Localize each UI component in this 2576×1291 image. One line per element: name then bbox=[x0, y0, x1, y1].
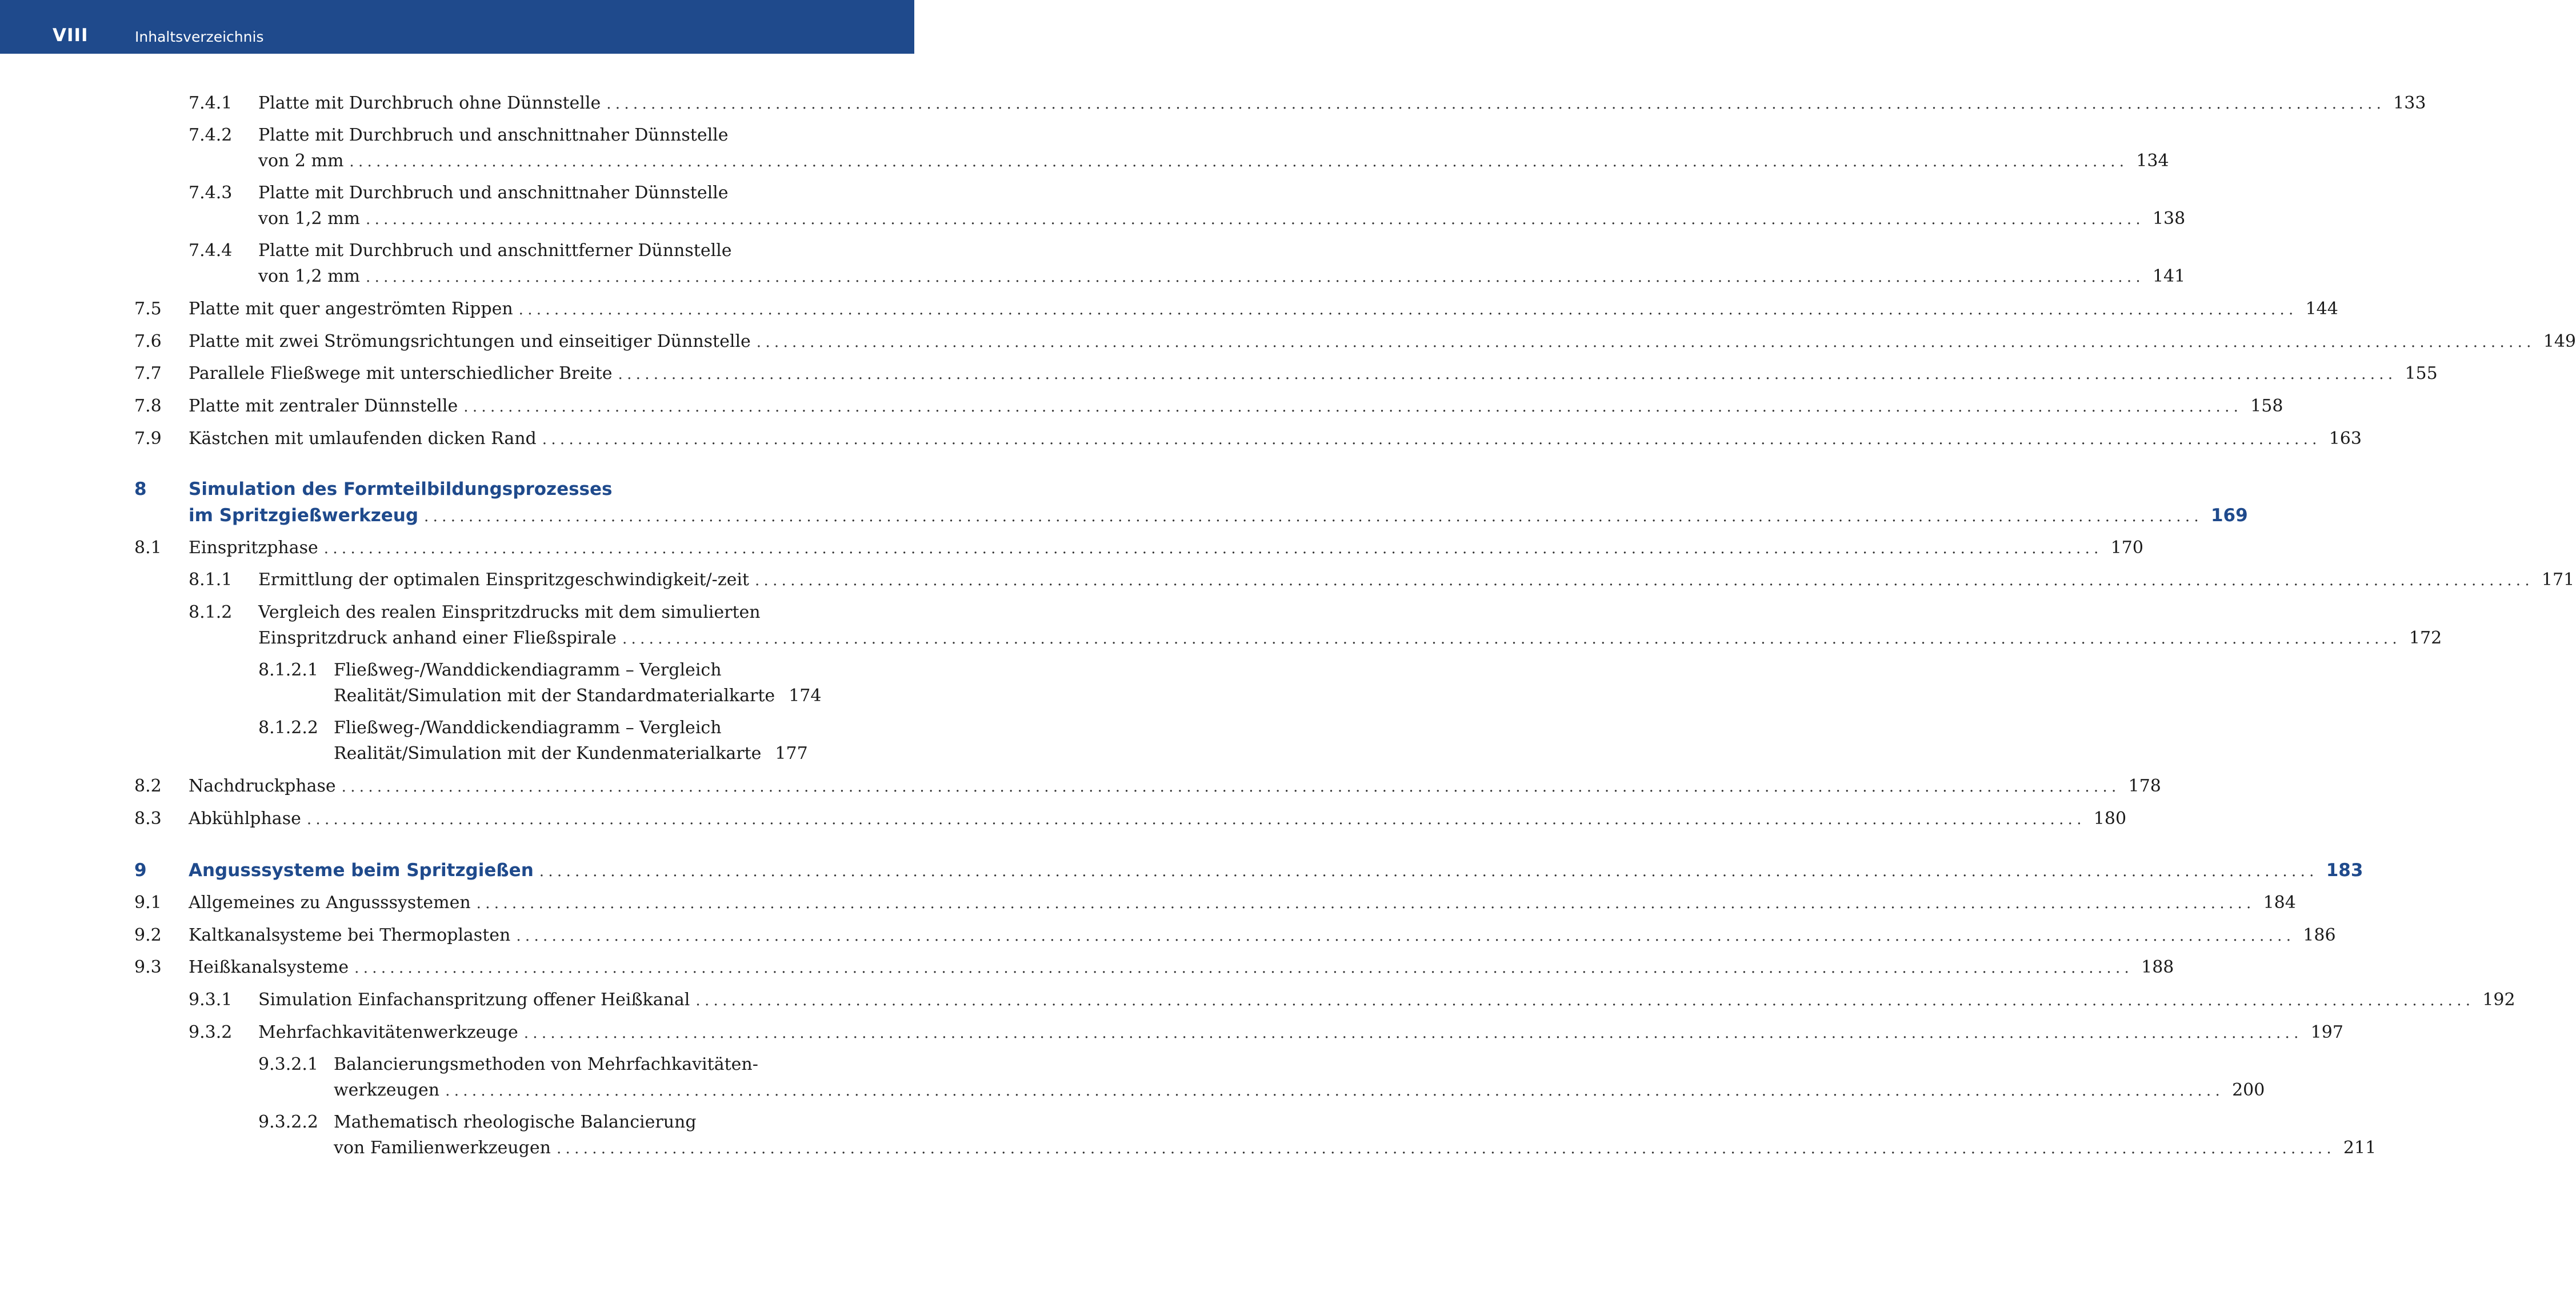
toc-title: Heißkanalsysteme bbox=[189, 957, 349, 977]
toc-title: Abkühlphase bbox=[189, 809, 301, 829]
toc-section-number: 7.8 bbox=[134, 396, 162, 416]
toc-section-number: 8.1.2.2 bbox=[258, 718, 318, 738]
toc-title: Platte mit Durchbruch und anschnittnaher Dünnstelle bbox=[258, 125, 729, 145]
toc-page-number: 158 bbox=[2250, 396, 2283, 416]
toc-section-number: 9.3.2.1 bbox=[258, 1054, 318, 1074]
toc-page-number: 188 bbox=[2141, 957, 2174, 977]
dot-leader: ........................................................................................................................................................................................................ bbox=[539, 863, 2318, 880]
toc-title: im Spritzgießwerkzeug bbox=[189, 505, 419, 526]
dot-leader: ........................................................................................................................................................................................................ bbox=[323, 540, 2103, 557]
dot-leader: ........................................................................................................................................................................................................ bbox=[756, 334, 2535, 351]
toc-page-number: 197 bbox=[2310, 1022, 2343, 1042]
dot-leader: ........................................................................................................................................................................................................ bbox=[306, 811, 2086, 828]
toc-title: Fließweg-/Wanddickendiagramm – Vergleich bbox=[334, 718, 722, 738]
toc-section-number: 8.1.1 bbox=[189, 570, 233, 590]
toc-page-number: 171 bbox=[2541, 570, 2575, 590]
toc-title: Platte mit zentraler Dünnstelle bbox=[189, 396, 458, 416]
dot-leader: ........................................................................................................................................................................................................ bbox=[622, 630, 2401, 648]
toc-section-number: 9.3 bbox=[134, 957, 162, 977]
toc-title: Realität/Simulation mit der Kundenmaterialkarte bbox=[334, 744, 762, 764]
toc-title: Einspritzdruck anhand einer Fließspirale bbox=[258, 628, 617, 648]
toc-page-number: 163 bbox=[2329, 429, 2362, 449]
toc-section-number: 9.2 bbox=[134, 925, 162, 945]
toc-page-number: 178 bbox=[2128, 776, 2161, 796]
toc-page-number: 192 bbox=[2482, 990, 2515, 1010]
toc-page-number: 169 bbox=[2210, 505, 2248, 526]
toc-title: Angusssysteme beim Spritzgießen bbox=[189, 860, 534, 881]
toc-section-number: 8.2 bbox=[134, 776, 162, 796]
dot-leader: ........................................................................................................................................................................................................ bbox=[424, 508, 2203, 525]
toc-section-number: 8.3 bbox=[134, 809, 162, 829]
toc-title: von 1,2 mm bbox=[258, 209, 361, 229]
toc-page-number: 149 bbox=[2543, 331, 2576, 351]
toc-title: von 1,2 mm bbox=[258, 266, 361, 286]
toc-title: Platte mit Durchbruch und anschnittnaher Dünnstelle bbox=[258, 183, 729, 203]
toc-title: Mehrfachkavitätenwerkzeuge bbox=[258, 1022, 518, 1042]
toc-title: Simulation des Formteilbildungsprozesses bbox=[189, 479, 613, 499]
toc-page-number: 170 bbox=[2110, 538, 2143, 558]
toc-page-number: 174 bbox=[789, 686, 822, 706]
dot-leader: ........................................................................................................................................................................................................ bbox=[349, 153, 2129, 170]
toc-section-number: 7.4.3 bbox=[189, 183, 233, 203]
dot-leader: ........................................................................................................................................................................................................ bbox=[618, 366, 2397, 383]
dot-leader: ........................................................................................................................................................................................................ bbox=[366, 211, 2145, 228]
dot-leader: ........................................................................................................................................................................................................ bbox=[556, 1140, 2335, 1157]
dot-leader: ........................................................................................................................................................................................................ bbox=[516, 928, 2295, 945]
toc-title: werkzeugen bbox=[334, 1080, 440, 1100]
dot-leader: ........................................................................................................................................................................................................ bbox=[695, 992, 2475, 1009]
toc-section-number: 7.4.1 bbox=[189, 93, 233, 113]
dot-leader: ........................................................................................................................................................................................................ bbox=[542, 431, 2321, 448]
toc-title: Platte mit Durchbruch und anschnittferner Dünnstelle bbox=[258, 241, 732, 261]
toc-section-number: 9 bbox=[134, 860, 147, 881]
dot-leader: ........................................................................................................................................................................................................ bbox=[523, 1025, 2303, 1042]
toc-page-number: 172 bbox=[2409, 628, 2442, 648]
toc-title: Einspritzphase bbox=[189, 538, 318, 558]
dot-leader: ........................................................................................................................................................................................................ bbox=[366, 269, 2145, 286]
toc-section-number: 9.3.2.2 bbox=[258, 1112, 318, 1132]
toc-page-number: 200 bbox=[2232, 1080, 2265, 1100]
toc-title: Platte mit quer angeströmten Rippen bbox=[189, 299, 513, 319]
header-title: Inhaltsverzeichnis bbox=[135, 29, 264, 45]
dot-leader: ........................................................................................................................................................................................................ bbox=[354, 960, 2134, 977]
toc-page-number: 144 bbox=[2305, 299, 2338, 319]
toc-title: Kaltkanalsysteme bei Thermoplasten bbox=[189, 925, 511, 945]
toc-section-number: 9.3.1 bbox=[189, 990, 233, 1010]
toc-page-number: 211 bbox=[2343, 1138, 2377, 1158]
dot-leader: ........................................................................................................................................................................................................ bbox=[463, 398, 2243, 415]
toc-section-number: 7.4.2 bbox=[189, 125, 233, 145]
toc-section-number: 9.1 bbox=[134, 893, 162, 913]
toc-title: von Familienwerkzeugen bbox=[334, 1138, 551, 1158]
toc-title: Kästchen mit umlaufenden dicken Rand bbox=[189, 429, 537, 449]
toc-page-number: 155 bbox=[2405, 363, 2438, 383]
toc-page-number: 184 bbox=[2263, 893, 2296, 913]
toc-title: Ermittlung der optimalen Einspritzgeschwindigkeit/-zeit bbox=[258, 570, 749, 590]
toc-title: Mathematisch rheologische Balancierung bbox=[334, 1112, 697, 1132]
toc-page-number: 186 bbox=[2303, 925, 2336, 945]
toc-title: Nachdruckphase bbox=[189, 776, 336, 796]
toc-title: Simulation Einfachanspritzung offener Heißkanal bbox=[258, 990, 690, 1010]
toc-section-number: 9.3.2 bbox=[189, 1022, 233, 1042]
toc-section-number: 8.1.2.1 bbox=[258, 660, 318, 680]
toc-title: Vergleich des realen Einspritzdrucks mit dem simulierten bbox=[258, 602, 761, 622]
toc-section-number: 8.1 bbox=[134, 538, 162, 558]
toc-page-number: 138 bbox=[2152, 209, 2186, 229]
toc-page-number: 141 bbox=[2152, 266, 2186, 286]
toc-title: Realität/Simulation mit der Standardmaterialkarte bbox=[334, 686, 775, 706]
toc-page-number: 177 bbox=[775, 744, 808, 764]
toc-section-number: 7.6 bbox=[134, 331, 162, 351]
page-header bbox=[0, 0, 914, 54]
toc-section-number: 7.7 bbox=[134, 363, 162, 383]
toc-page-number: 133 bbox=[2393, 93, 2426, 113]
toc-title: Parallele Fließwege mit unterschiedlicher Breite bbox=[189, 363, 613, 383]
toc-title: Allgemeines zu Angusssystemen bbox=[189, 893, 471, 913]
dot-leader: ........................................................................................................................................................................................................ bbox=[754, 572, 2534, 589]
toc-title: Fließweg-/Wanddickendiagramm – Vergleich bbox=[334, 660, 722, 680]
toc-title: Platte mit zwei Strömungsrichtungen und einseitiger Dünnstelle bbox=[189, 331, 751, 351]
toc-page-number: 134 bbox=[2136, 151, 2169, 171]
dot-leader: ........................................................................................................................................................................................................ bbox=[476, 895, 2255, 912]
dot-leader: ........................................................................................................................................................................................................ bbox=[606, 95, 2386, 113]
toc-page-number: 180 bbox=[2093, 809, 2127, 829]
toc-title: von 2 mm bbox=[258, 151, 344, 171]
toc-title: Balancierungsmethoden von Mehrfachkavitäten- bbox=[334, 1054, 758, 1074]
dot-leader: ........................................................................................................................................................................................................ bbox=[445, 1082, 2225, 1100]
toc-section-number: 7.5 bbox=[134, 299, 162, 319]
toc-title: Platte mit Durchbruch ohne Dünnstelle bbox=[258, 93, 601, 113]
toc-section-number: 7.4.4 bbox=[189, 241, 233, 261]
dot-leader: ........................................................................................................................................................................................................ bbox=[518, 301, 2298, 318]
dot-leader: ........................................................................................................................................................................................................ bbox=[341, 778, 2121, 796]
toc-section-number: 8 bbox=[134, 479, 147, 499]
toc-section-number: 8.1.2 bbox=[189, 602, 233, 622]
toc-page-number: 183 bbox=[2326, 860, 2363, 881]
toc-section-number: 7.9 bbox=[134, 429, 162, 449]
header-page-number: VIII bbox=[53, 25, 89, 46]
